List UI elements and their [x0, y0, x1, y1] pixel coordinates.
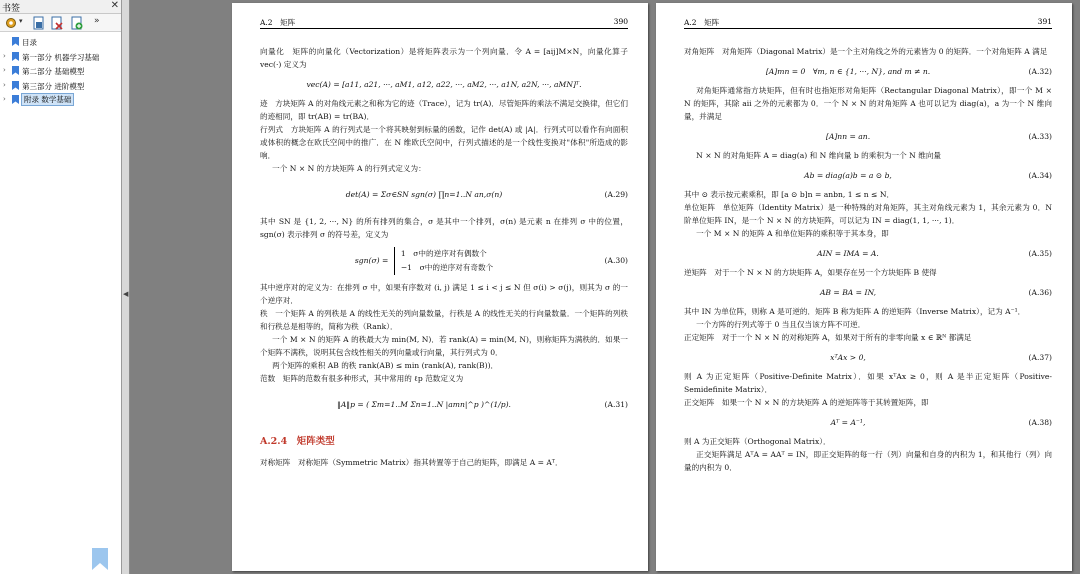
- page-content: [260, 45, 628, 469]
- equation-number: (A.33): [1028, 132, 1052, 141]
- bookmark-icon: [12, 66, 19, 75]
- equation-A32: [A]mn = 0 ∀m, n ∈ {1, ···, N}, and m ≠ n. (A.32): [765, 67, 1052, 76]
- more-options-icon[interactable]: »: [94, 16, 100, 26]
- bookmark-item-contents[interactable]: [0, 35, 121, 50]
- paragraph-diag-product: N × N 的对角矩阵 A = diag(a) 和 N 维向量 b 的乘积为一个 N 维向量: [696, 151, 942, 160]
- equation-number: (A.29): [604, 190, 628, 199]
- equation-A33: [A]nn = an. (A.33): [825, 132, 1052, 141]
- running-head-section: A.2 矩阵: [684, 18, 720, 27]
- paragraph-rank-max: 一个 M × N 的矩阵 A 的秩最大为 min(M, N)．若 rank(A) = min(M, N)，则称矩阵为满秩的．如果一个矩阵不满秩，说明其包含线性相关的列向量或行向量，其行列式为 0．: [260, 335, 628, 357]
- paragraph-identity-product: 一个 M × N 的矩阵 A 和单位矩阵的乘积等于其本身，即: [696, 229, 889, 238]
- bookmark-label: 第三部分 进阶模型: [22, 81, 85, 91]
- bookmark-panel-title: 书签: [2, 4, 21, 14]
- bookmark-item-part2[interactable]: [0, 64, 121, 79]
- gear-icon[interactable]: [4, 16, 18, 30]
- equation-A31: ‖A‖p = ( Σm=1..M Σn=1..N |amn|^p )^(1/p). (A.31): [337, 400, 628, 409]
- panel-splitter[interactable]: [122, 0, 130, 574]
- equation-number: (A.34): [1028, 171, 1052, 180]
- equation-number: (A.35): [1028, 249, 1052, 258]
- equation-A35: AIN = IMA = A. (A.35): [817, 249, 1052, 258]
- add-bookmark-icon[interactable]: [70, 16, 84, 30]
- equation-number: (A.30): [604, 256, 628, 265]
- bookmark-label: 目录: [22, 38, 37, 47]
- pdf-page-391: [656, 3, 1072, 571]
- bookmark-label: 第二部分 基础模型: [22, 67, 85, 76]
- bookmark-item-part1[interactable]: [0, 50, 121, 65]
- paragraph-norm: 范数 矩阵的范数有很多种形式，其中常用的 ℓp 范数定义为: [260, 374, 464, 383]
- page-content: [684, 45, 1052, 474]
- bookmark-icon: [12, 37, 19, 46]
- bookmark-icon: [12, 95, 19, 104]
- paragraph-positive-definite: 正定矩阵 对于一个 N × N 的对称矩阵 A，如果对于所有的非零向量 x ∈ ℝᴺ 都满足: [684, 333, 972, 342]
- paragraph-invertible: 一个方阵的行列式等于 0 当且仅当该方阵不可逆．: [696, 320, 866, 329]
- equation-number: (A.37): [1028, 353, 1052, 362]
- running-head: [684, 17, 1052, 29]
- bookmark-panel: [0, 0, 122, 574]
- paragraph-rank: 秩 一个矩阵 A 的列秩是 A 的线性无关的列向量数量，行秩是 A 的线性无关的行向量数量．一个矩阵的列秩和行秩总是相等的，简称为秩（Rank）．: [260, 309, 628, 331]
- equation-A30: sgn(σ) = 1 σ中的逆序对有偶数个 −1 σ中的逆序对有奇数个 (A.30): [260, 241, 628, 281]
- bookmark-toolbar: [0, 14, 121, 32]
- expand-toggle-icon[interactable]: ›: [3, 95, 6, 103]
- paragraph-identity: 单位矩阵 单位矩阵（Identity Matrix）是一种特殊的对角矩阵，其主对角线元素为 1，其余元素为 0．N 阶单位矩阵 IN，是一个 N × N 的方块矩阵，可以记为 IN = diag(1, 1, ···, 1)．: [684, 203, 1052, 225]
- paragraph-inverse: 逆矩阵 对于一个 N × N 的方块矩阵 A，如果存在另一个方块矩阵 B 使得: [684, 268, 937, 277]
- paragraph-permutation: 其中 SN 是 {1, 2, ···, N} 的所有排列的集合，σ 是其中一个排列，σ(n) 是元素 n 在排列 σ 中的位置，sgn(σ) 表示排列 σ 的符号差，定义为: [260, 217, 628, 239]
- chevron-down-icon[interactable]: ▾: [19, 17, 23, 25]
- equation-number: (A.32): [1028, 67, 1052, 76]
- bookmark-item-appendix[interactable]: [0, 93, 121, 108]
- cases-brace: 1 σ中的逆序对有偶数个 −1 σ中的逆序对有奇数个: [394, 247, 493, 275]
- expand-toggle-icon[interactable]: ›: [3, 80, 6, 89]
- paragraph-inverse-def: 其中 IN 为单位阵，则称 A 是可逆的．矩阵 B 称为矩阵 A 的逆矩阵（Inverse Matrix），记为 A⁻¹．: [684, 307, 1026, 316]
- bookmark-list: [0, 32, 121, 108]
- paragraph-determinant-def: 一个 N × N 的方块矩阵 A 的行列式定义为：: [272, 164, 426, 173]
- bookmark-item-part3[interactable]: [0, 79, 121, 94]
- bookmark-label: 第一部分 机器学习基础: [22, 52, 100, 62]
- collapse-arrow-icon[interactable]: ◀: [123, 290, 129, 298]
- paragraph-determinant: 行列式 方块矩阵 A 的行列式是一个将其映射到标量的函数，记作 det(A) 或 |A|．行列式可以看作有向面积或体积的概念在欧氏空间中的推广．在 N 维欧氏空间中，行列式描述的是一个线性变换对"体积"所造成的影响．: [260, 125, 628, 160]
- paragraph-hadamard: 其中 ⊙ 表示按元素乘积，即 [a ⊙ b]n = anbn, 1 ≤ n ≤ N．: [684, 190, 895, 199]
- paragraph-orthogonal: 正交矩阵 如果一个 N × N 的方块矩阵 A 的逆矩阵等于其转置矩阵，即: [684, 398, 929, 407]
- equation-number: (A.36): [1028, 288, 1052, 297]
- equation-A34: Ab = diag(a)b = a ⊙ b, (A.34): [804, 171, 1052, 180]
- running-head-section: A.2 矩阵: [260, 18, 296, 27]
- paragraph-rect-diagonal: 对角矩阵通常指方块矩阵，但有时也指矩形对角矩阵（Rectangular Diagonal Matrix），即一个 M × N 的矩阵，其除 aii 之外的元素都为 0．一个 N × N 的对角矩阵 A 也可以记为 diag(a)，a 为一个 N 维向量，并满足: [684, 86, 1052, 121]
- expand-toggle-icon[interactable]: ›: [3, 51, 6, 60]
- page-number: 390: [613, 17, 628, 26]
- bookmark-ribbon-icon: [92, 548, 108, 570]
- equation-number: (A.38): [1028, 418, 1052, 427]
- close-icon[interactable]: ✕: [110, 0, 119, 11]
- paragraph-trace: 迹 方块矩阵 A 的对角线元素之和称为它的迹（Trace），记为 tr(A)．尽管矩阵的乘法不满足交换律，但它们的迹相同，即 tr(AB) = tr(BA)．: [260, 99, 628, 121]
- equation-A37: xᵀAx > 0, (A.37): [830, 353, 1052, 362]
- paragraph-vectorization: 向量化 矩阵的向量化（Vectorization）是将矩阵表示为一个列向量．令 A = [aij]M×N，向量化算子 vec(·) 定义为: [260, 47, 628, 69]
- running-head: [260, 17, 628, 29]
- paragraph-symmetric: 对称矩阵 对称矩阵（Symmetric Matrix）指其转置等于自己的矩阵，即满足 A = Aᵀ．: [260, 458, 563, 467]
- equation-number: (A.31): [604, 400, 628, 409]
- pdf-page-390: [232, 3, 648, 571]
- paragraph-semidefinite: 则 A 为正定矩阵（Positive-Definite Matrix）．如果 xᵀAx ≥ 0，则 A 是半正定矩阵（Positive-Semidefinite Matrix）．: [684, 372, 1052, 394]
- paragraph-diagonal: 对角矩阵 对角矩阵（Diagonal Matrix）是一个主对角线之外的元素皆为 0 的矩阵．一个对角矩阵 A 满足: [684, 47, 1048, 56]
- paragraph-orthogonal-property: 正交矩阵满足 AᵀA = AAᵀ = IN，即正交矩阵的每一行（列）向量和自身的内积为 1，和其他行（列）向量的内积为 0．: [684, 450, 1052, 472]
- paragraph-orthogonal-def: 则 A 为正交矩阵（Orthogonal Matrix）．: [684, 437, 831, 446]
- section-heading: A.2.4 矩阵类型: [260, 436, 335, 447]
- bookmark-label: 附录 数学基础: [21, 93, 74, 106]
- bookmark-panel-header: [0, 0, 121, 14]
- delete-bookmark-icon[interactable]: [50, 16, 64, 30]
- bookmark-icon: [12, 52, 19, 61]
- bookmark-icon: [12, 81, 19, 90]
- paragraph-inversion: 其中逆序对的定义为：在排列 σ 中，如果有序数对 (i, j) 满足 1 ≤ i < j ≤ N 但 σ(i) > σ(j)，则其为 σ 的一个逆序对．: [260, 283, 628, 305]
- equation-vec: vec(A) = [a11, a21, ···, aM1, a12, a22, ···, aM2, ···, a1N, a2N, ···, aMN]ᵀ.: [306, 80, 582, 89]
- expand-toggle-icon[interactable]: ›: [3, 66, 6, 74]
- equation-A29: det(A) = Σσ∈SN sgn(σ) ∏n=1..N an,σ(n) (A.29): [345, 190, 628, 199]
- page-number: 391: [1037, 17, 1052, 26]
- new-bookmark-icon[interactable]: [32, 16, 46, 30]
- paragraph-rank-product: 两个矩阵的乘积 AB 的秩 rank(AB) ≤ min (rank(A), rank(B))．: [272, 361, 499, 370]
- equation-A38: Aᵀ = A⁻¹, (A.38): [830, 418, 1052, 427]
- equation-A36: AB = BA = IN, (A.36): [819, 288, 1052, 297]
